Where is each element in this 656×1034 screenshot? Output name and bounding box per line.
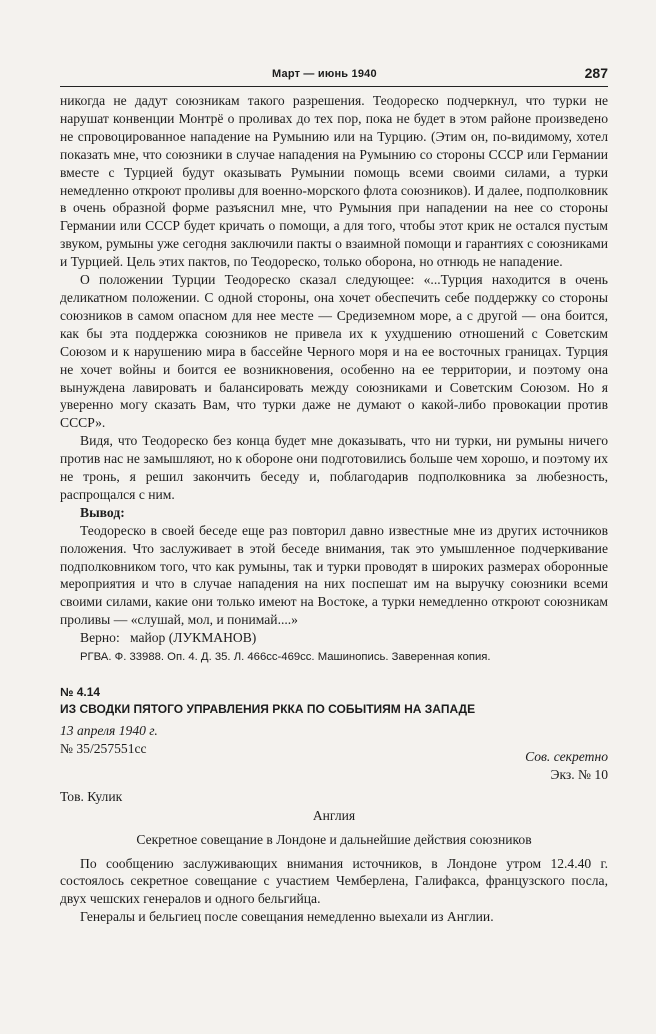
paragraph: Теодореско в своей беседе еще раз повторил давно известные мне из других источников положения. Что заслуживает в этой беседе внимания, так это умышленное подчеркивание подполковником того, что как румыны, так и турки проводят в широких размерах оборонные мероприятия и что в случае нападения на них поспешат им на выручку союзники всеми своими силами, какие они только имеют на Востоке, а турки немедленно откроют союзникам проливы — «слушай, мол, и понимай....» (60, 522, 608, 628)
certification-line: Верно: майор (ЛУКМАНОВ) (80, 630, 257, 646)
addressee: Тов. Кулик (60, 788, 123, 804)
conclusion-label: Вывод: (80, 504, 125, 520)
document-date: 13 апреля 1940 г. (60, 723, 158, 739)
document-number: № 4.14 (60, 685, 101, 700)
classification: Сов. секретно (525, 749, 608, 764)
registration-row (60, 740, 608, 766)
page-number: 287 (584, 65, 608, 81)
registration-number: № 35/257551сс (60, 741, 147, 756)
paragraph: По сообщению заслуживающих внимания источников, в Лондоне утром 12.4.40 г. состоялось секретное совещание с участием Чемберлена, Галифакса, французского посла, двух чешских генералов и одного бельгийца. (60, 855, 608, 907)
running-title: Март — июнь 1940 (272, 68, 377, 80)
paragraph: Генералы и бельгиец после совещания немедленно выехали из Англии. (80, 909, 494, 925)
section-heading: Секретное совещание в Лондоне и дальнейшие действия союзников (136, 831, 532, 847)
page-header (60, 64, 608, 87)
addressee-row (60, 766, 608, 784)
archive-source: РГВА. Ф. 33988. Оп. 4. Д. 35. Л. 466сс-469сс. Машинопись. Заверенная копия. (80, 651, 491, 664)
paragraph: никогда не дадут союзникам такого разрешения. Теодореско подчеркнул, что турки не нарушат конвенции Монтрё о проливах до тех пор, пока не будет в этом районе произведено не спровоцированное нападение на Румынию или на Турцию. (Этим он, по-видимому, хотел показать мне, что союзники в случае нападения на Румынию со стороны СССР или Германии вместе с Турцией будут оказывать Румынии помощь всеми своими силами, а турки немедленно откроют проливы для военно-морского флота союзников). И далее, подполковник в очень образной форме разъяснил мне, что Румыния при нападении на нее со стороны Германии или СССР будет кричать о помощи, а для того, чтобы этот крик не остался пустым звуком, румыны уже сегодня заключили пакты о взаимной помощи и гарантиях с союзниками и Турцией. Цель этих пактов, по Теодореско, только оборона, но отнюдь не нападение. (60, 93, 608, 270)
paragraph: Видя, что Теодореско без конца будет мне доказывать, что ни турки, ни румыны ничего против нас не замышляют, но к обороне они подготовились больше чем хорошо, и поэтому их не тронь, я решил закончить беседу и, поблагодарив подполковника за любезность, распрощался с ним. (60, 433, 608, 502)
copy-number: Экз. № 10 (550, 766, 608, 782)
country-heading: Англия (312, 807, 356, 823)
page-body (60, 92, 608, 926)
document-title: ИЗ СВОДКИ ПЯТОГО УПРАВЛЕНИЯ РККА ПО СОБЫТИЯМ НА ЗАПАДЕ (60, 702, 476, 717)
paragraph: О положении Турции Теодореско сказал следующее: «...Турция находится в очень деликатном положении. С одной стороны, она хочет обеспечить себе поддержку со стороны союзников в самом опасном для нее месте — Средиземном море, а с другой — она боится, как бы эта поддержка союзников не привела их к ухудшению отношений с Советским Союзом и к нарушению мира в бассейне Черного моря и на ее восточных границах. Турция не хочет войны и боится ее возникновения, особенно на ее территории, и поэтому она вынуждена лавировать и балансировать между союзниками и Советским Союзом. Но я уверенно могу сказать Вам, что турки даже не думают о какой-либо провокации против СССР». (60, 272, 608, 431)
